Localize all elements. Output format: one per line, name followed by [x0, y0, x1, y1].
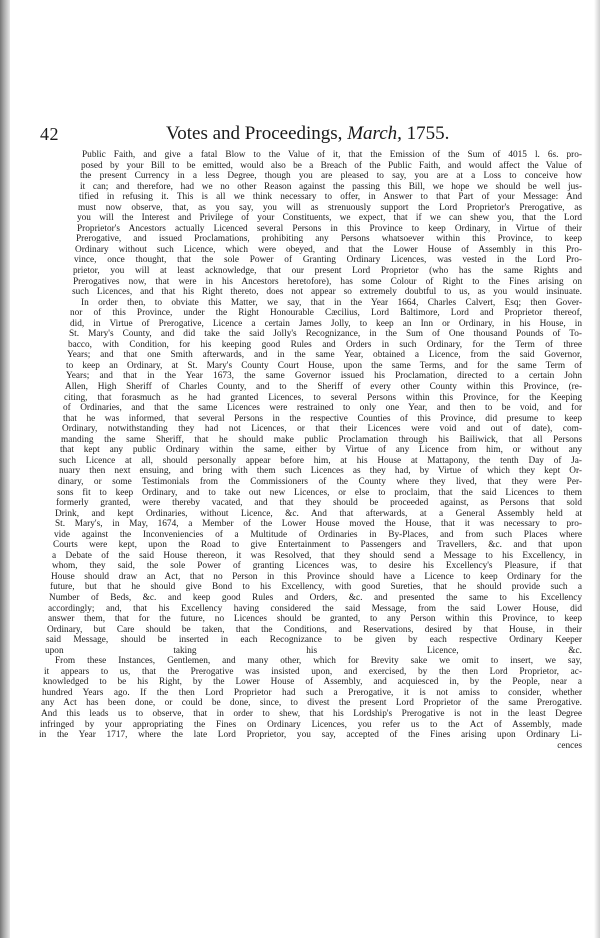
text-line: to keep an Ordinary, at St. Mary's County Court House, upon the same Terms, and for the same Term of — [66, 360, 582, 371]
text-line: accordingly; and, that his Excellency having considered the said Message, from the said Lower House, did — [48, 603, 582, 614]
text-line: Courts were kept, upon the Road to give Entertainment to Passengers and Travellers, &c. and that upon — [53, 540, 582, 551]
text-line: future, but that he should give Bond to his Excellency, with good Sureties, that he should provide such a — [50, 582, 582, 593]
text-line: it appears to us, that the Prerogative was insisted upon, and exercised, by the then Lord Proprietor, ac- — [44, 666, 582, 677]
text-line: that he was informed, that several Persons in the respective Counties of this Province, did presume to keep — [63, 413, 582, 424]
text-line: posed by your Bill to be emitted, would also be a Breach of the Public Faith, and would affect the Value of — [81, 160, 582, 171]
text-line: you will the Interest and Privilege of your Constituents, we expect, that if we can shew you, that the Lord — [77, 213, 582, 224]
text-line: must now observe, that, as you say, you will as strenuously support the Lord Proprietor's Prerogative, as — [78, 202, 582, 213]
page-header — [40, 124, 540, 148]
text-line: Allen, High Sheriff of Charles County, and to the Sheriff of every other County within this Province, (re- — [65, 382, 582, 393]
scan-edge-shadow — [0, 0, 10, 938]
text-line: it can; and therefore, had we no other Reason against the passing this Bill, we hope we should be well jus- — [80, 181, 582, 192]
text-line: manding the same Sheriff, that he should make public Proclamation through his Bailiwick, that all Persons — [61, 434, 582, 445]
text-line: upon taking his Licence, &c. — [45, 645, 582, 656]
text-line: St. Mary's County, and did take the said Jolly's Recognizance, in the Sum of One thousand Pounds of To- — [69, 329, 582, 340]
body-text — [39, 150, 582, 751]
text-line: Drink, and kept Ordinaries, without Licence, &c. And that afterwards, at a General Assembly held at — [55, 508, 582, 519]
text-line: such Licence at all, should personally appear before him, at his House at Mattapony, the tenth Day of Ja- — [59, 455, 582, 466]
text-line: In order then, to obviate this Matter, we say, that in the Year 1664, Charles Calvert, Esq; then Gover- — [81, 297, 582, 308]
text-line: vide against the Inconveniencies of a Multitude of Ordinaries in By-Places, and from such Places where — [54, 529, 582, 540]
text-line: said Message, should be inserted in each Recognizance to be given by each respective Ordinary Keeper — [46, 635, 582, 646]
text-line: Proprietor's Ancestors actually Licenced several Persons in this Province to keep Ordinary, in Virtue of their — [77, 223, 582, 234]
text-line: Prerogatives now, that were in his Ancestors heretofore), has some Colour of Right to the Fines arising on — [73, 276, 582, 287]
text-line: any Act has been done, or could be done, since, to divest the present Lord Proprietor of the same Prerogative. — [41, 698, 582, 709]
text-line: infringed by your appropriating the Fines on Ordinary Licences, you refer us to the Act of Assembly, made — [40, 719, 582, 730]
text-line: St. Mary's, in May, 1674, a Member of the Lower House moved the House, that it was necessary to pro- — [55, 519, 582, 530]
text-line: hundred Years ago. If the then Lord Proprietor had such a Prerogative, it is not amiss to consider, whether — [42, 687, 582, 698]
text-line: nuary then next ensuing, and bring with them such Licences as they had, by Virtue of which they kept Or- — [59, 466, 582, 477]
text-line: From these Instances, Gentlemen, and many other, which for Brevity sake we omit to insert, we say, — [55, 656, 582, 667]
text-line: the present Currency in a less Degree, though you are pleased to say, you are at a Loss to conceive how — [80, 171, 582, 182]
text-line: dinary, or some Testimonials from the Commissioners of the County where they lived, that they were Per- — [58, 476, 582, 487]
text-line: citing, that forasmuch as he had granted Licences, to several Persons within this Province, for the Keeping — [64, 392, 582, 403]
running-head-title: Votes and Proceedings, — [166, 123, 343, 144]
text-line: And this leads us to observe, that in order to shew, that his Lordship's Prerogative is not in the least Degree — [41, 708, 582, 719]
text-line: Ordinary, notwithstanding they had not Licences, or that their Licences were void and out of date), com- — [62, 424, 582, 435]
text-line: prietor, you will at least acknowledge, that our present Lord Proprietor (who has the same Rights and — [73, 266, 582, 277]
text-line: of Ordinaries, and that the same Licences were restrained to only one Year, and then to be void, and for — [63, 403, 582, 414]
text-line: did, in Virtue of Prerogative, Licence a certain James Jolly, to keep an Inn or Ordinary, in his House, in — [70, 318, 582, 329]
text-line: answer them, that for the future, no Licences should be granted, to any Person within this Province, to keep — [48, 614, 582, 625]
text-line: vince, once thought, that the sole Power of Granting Ordinary Licences, was vested in the Lord Pro- — [74, 255, 582, 266]
text-line: that kept any public Ordinary within the same, either by Virtue of any Licence from him, or without any — [60, 445, 582, 456]
text-line: Number of Beds, &c. and keep good Rules and Orders, &c. and presented the same to his Excellency — [49, 592, 582, 603]
text-line: tified in refusing it. This is all we think necessary to offer, in Answer to that Part of your Message: And — [79, 192, 582, 203]
text-line: a Debate of the said House thereon, it was Resolved, that they should send a Message to his Excellency, in — [52, 550, 582, 561]
text-line: Ordinary, but Care should be taken, that the Conditions, and Reservations, desired by that House, in their — [47, 624, 582, 635]
text-line: Prerogative, and issued Proclamations, prohibiting any Persons whatsoever within this Province, to keep — [76, 234, 582, 245]
running-head — [166, 123, 449, 145]
text-line: House should draw an Act, that no Person in this Province should have a Licence to keep Ordinary for the — [51, 571, 582, 582]
text-line: Ordinary without such Licence, which were obeyed, and that the Lower House of Assembly in this Pro- — [75, 244, 582, 255]
text-line: Years; and that in the Year 1673, the same Governor issued his Proclamation, directed to a certain John — [66, 371, 582, 382]
text-line: cences — [557, 740, 582, 751]
text-line: knowledged to be his Right, by the Lower House of Assembly, and acquiesced in, by the People, near a — [43, 677, 582, 688]
text-line: such Licences, and that his Right thereto, does not appear so extremely doubtful to us, as you would insinuate. — [72, 287, 582, 298]
text-line: in the Year 1717, where the late Lord Proprietor, you say, accepted of the Fines arising upon Ordinary Li- — [39, 730, 582, 741]
text-line: whom, they said, the sole Power of granting Licences was, to desire his Excellency's Pleasure, if that — [52, 561, 582, 572]
running-head-year: 1755. — [406, 123, 450, 144]
running-head-month: March, — [347, 123, 402, 144]
text-line: formerly granted, were thereby vacated, and that they should be proceeded against, as Persons that sold — [56, 498, 582, 509]
text-line: Public Faith, and give a fatal Blow to the Value of it, that the Emission of the Sum of 4015 l. 6s. pro- — [82, 150, 582, 160]
text-line: sons fit to keep Ordinary, and to take out new Licences, or else to proclaim, that the said Licences to them — [57, 487, 582, 498]
text-line: Years; and that one Smith afterwards, and in the same Year, obtained a Licence, from the said Governor, — [67, 350, 582, 361]
scan-edge-right — [594, 0, 600, 938]
page-number: 42 — [40, 124, 59, 144]
text-line: bacco, with Condition, for his keeping good Rules and Orders in such Ordinary, for the Term of three — [68, 339, 582, 350]
text-line: nor of this Province, under the Right Honourable Cæcilius, Lord Baltimore, Lord and Proprietor thereof, — [70, 308, 582, 319]
